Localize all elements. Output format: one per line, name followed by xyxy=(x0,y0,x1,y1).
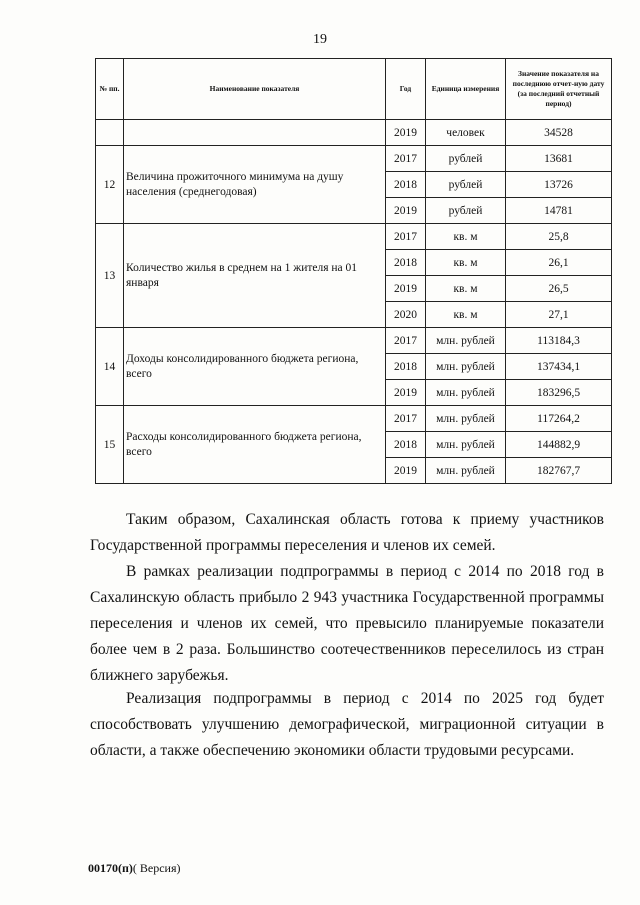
row-value: 144882,9 xyxy=(506,432,612,458)
header-year: Год xyxy=(386,59,426,120)
row-unit: млн. рублей xyxy=(426,432,506,458)
paragraph-text: Реализация подпрограммы в период с 2014 по 2025 год будет способствовать улучшению демографической, миграционной ситуации в области, а также обеспечению экономики области трудовыми ресурсами. xyxy=(90,690,604,759)
row-unit: кв. м xyxy=(426,224,506,250)
row-name xyxy=(124,120,386,146)
header-value: Значение показателя на последнюю отчет-ную дату (за последний отчетный период) xyxy=(506,59,612,120)
row-value: 13726 xyxy=(506,172,612,198)
row-year: 2018 xyxy=(386,432,426,458)
row-year: 2018 xyxy=(386,250,426,276)
table-row xyxy=(96,224,612,250)
row-value: 34528 xyxy=(506,120,612,146)
paragraph-text: Таким образом, Сахалинская область готова к приему участников Государственной программы переселения и членов их семей. xyxy=(90,511,604,554)
row-year: 2018 xyxy=(386,354,426,380)
row-year: 2018 xyxy=(386,172,426,198)
row-name: Количество жилья в среднем на 1 жителя на 01 января xyxy=(124,224,386,328)
row-year: 2019 xyxy=(386,120,426,146)
paragraph-2 xyxy=(90,559,604,689)
row-unit: млн. рублей xyxy=(426,458,506,484)
row-num: 14 xyxy=(96,328,124,406)
row-name: Расходы консолидированного бюджета региона, всего xyxy=(124,406,386,484)
row-value: 183296,5 xyxy=(506,380,612,406)
row-name: Величина прожиточного минимума на душу населения (среднегодовая) xyxy=(124,146,386,224)
indicators-table xyxy=(95,58,612,484)
header-name: Наименование показателя xyxy=(124,59,386,120)
row-value: 26,5 xyxy=(506,276,612,302)
row-value: 26,1 xyxy=(506,250,612,276)
row-unit: рублей xyxy=(426,172,506,198)
row-year: 2017 xyxy=(386,406,426,432)
row-unit: кв. м xyxy=(426,276,506,302)
row-year: 2019 xyxy=(386,198,426,224)
page-number: 19 xyxy=(313,32,327,47)
row-unit: кв. м xyxy=(426,250,506,276)
table-row xyxy=(96,328,612,354)
table-row xyxy=(96,146,612,172)
paragraph-3 xyxy=(90,686,604,764)
table-row xyxy=(96,406,612,432)
header-unit: Единица измерения xyxy=(426,59,506,120)
row-year: 2017 xyxy=(386,146,426,172)
row-year: 2020 xyxy=(386,302,426,328)
table-header-row xyxy=(96,59,612,120)
row-num xyxy=(96,120,124,146)
row-value: 182767,7 xyxy=(506,458,612,484)
row-unit: кв. м xyxy=(426,302,506,328)
row-name: Доходы консолидированного бюджета региона, всего xyxy=(124,328,386,406)
row-unit: млн. рублей xyxy=(426,406,506,432)
row-num: 15 xyxy=(96,406,124,484)
row-year: 2019 xyxy=(386,276,426,302)
row-unit: человек xyxy=(426,120,506,146)
table-body xyxy=(96,120,612,484)
row-unit: млн. рублей xyxy=(426,354,506,380)
row-year: 2017 xyxy=(386,328,426,354)
row-num: 13 xyxy=(96,224,124,328)
footer-version: ( Версия) xyxy=(132,861,181,875)
row-value: 13681 xyxy=(506,146,612,172)
row-value: 113184,3 xyxy=(506,328,612,354)
row-unit: рублей xyxy=(426,198,506,224)
row-value: 27,1 xyxy=(506,302,612,328)
header-num: № пп. xyxy=(96,59,124,120)
row-value: 137434,1 xyxy=(506,354,612,380)
footer-code: 00170(п) xyxy=(88,861,133,875)
row-num: 12 xyxy=(96,146,124,224)
document-footer xyxy=(88,861,181,876)
row-value: 25,8 xyxy=(506,224,612,250)
row-year: 2019 xyxy=(386,458,426,484)
paragraph-text: В рамках реализации подпрограммы в период с 2014 по 2018 год в Сахалинскую область прибыло 2 943 участника Государственной программы переселения и членов их семей, что превысило планируемые показатели более чем в 2 раза. Большинство соотечественников переселилось из стран ближнего зарубежья. xyxy=(90,563,604,684)
row-unit: млн. рублей xyxy=(426,328,506,354)
row-unit: рублей xyxy=(426,146,506,172)
row-value: 117264,2 xyxy=(506,406,612,432)
row-unit: млн. рублей xyxy=(426,380,506,406)
row-year: 2019 xyxy=(386,380,426,406)
paragraph-1 xyxy=(90,507,604,559)
row-year: 2017 xyxy=(386,224,426,250)
row-value: 14781 xyxy=(506,198,612,224)
table-row xyxy=(96,120,612,146)
